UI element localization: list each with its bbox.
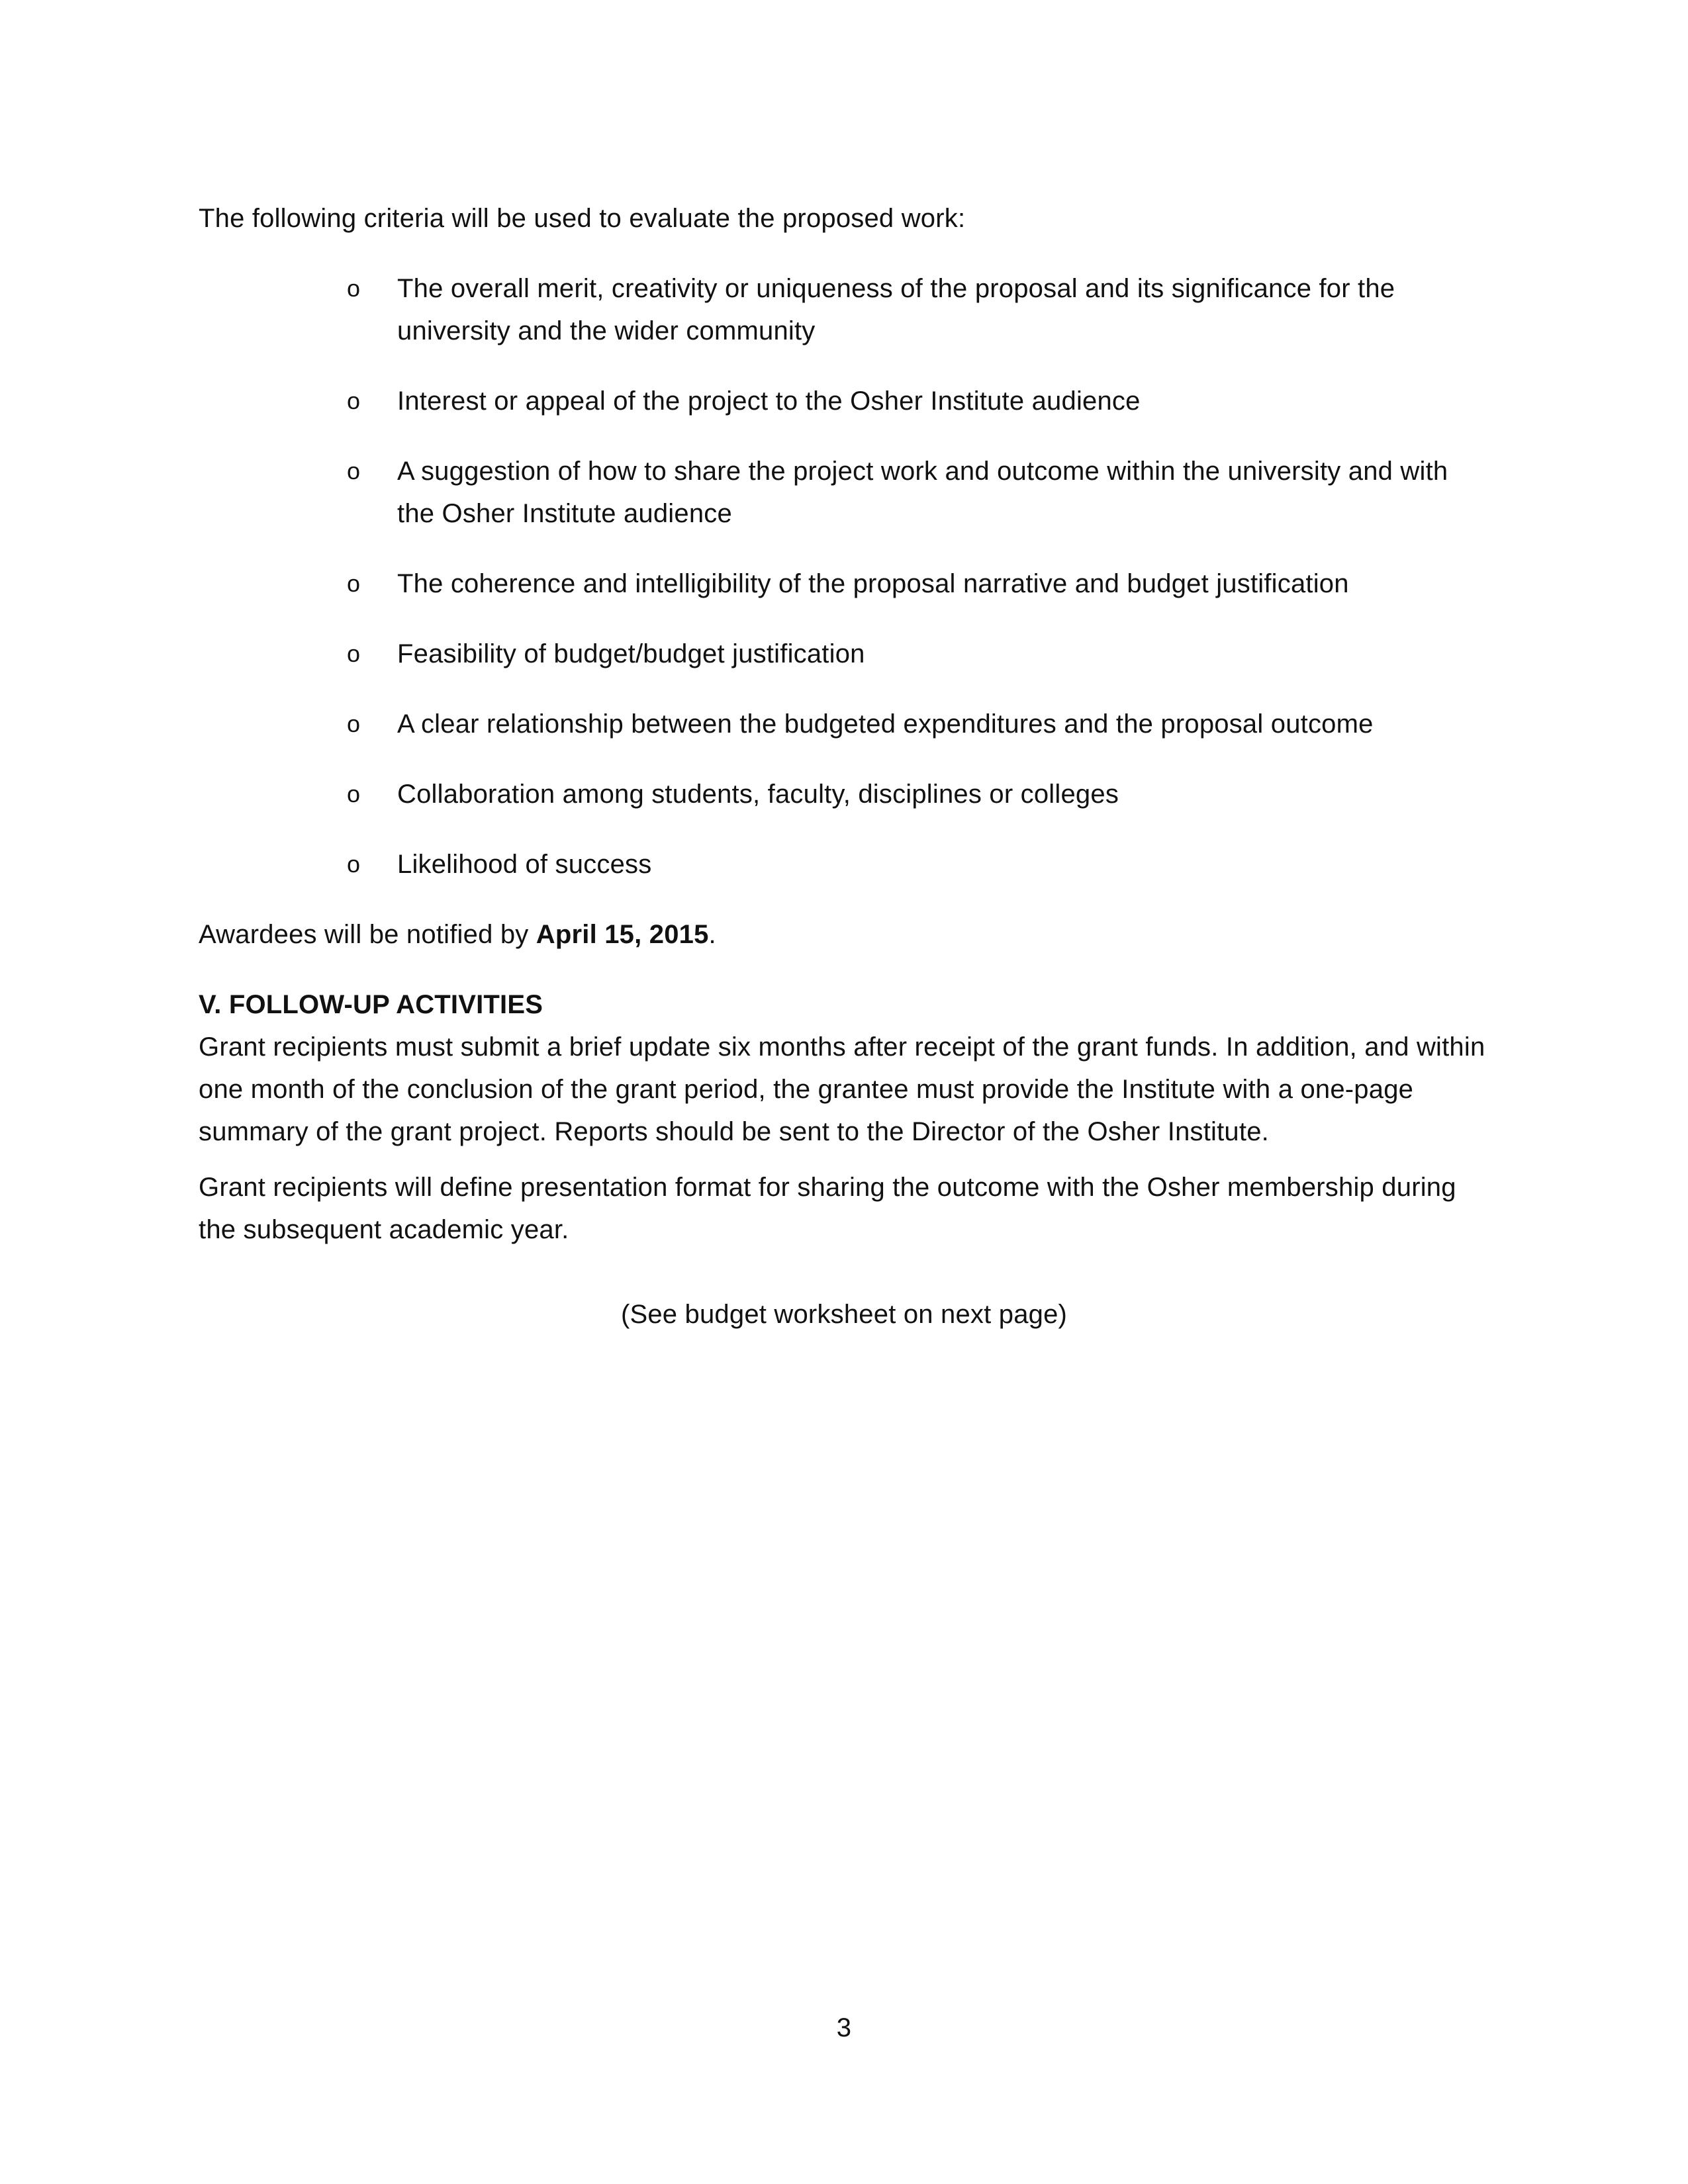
bullet-icon: o [347,275,361,302]
list-item [199,563,1489,605]
awardees-suffix: . [708,920,716,949]
criterion-text: A clear relationship between the budgeted expenditures and the proposal outcome [397,709,1374,739]
bullet-icon: o [347,387,361,414]
criterion-text: Interest or appeal of the project to the Osher Institute audience [397,387,1141,416]
bullet-icon: o [347,640,361,667]
awardees-prefix: Awardees will be notified by [199,920,536,949]
list-item [199,703,1489,745]
list-item [199,380,1489,422]
bullet-icon: o [347,457,361,484]
criterion-text: Feasibility of budget/budget justification [397,639,865,668]
see-budget-note: (See budget worksheet on next page) [620,1300,1068,1329]
criterion-text: A suggestion of how to share the project work and outcome within the university and with the Osher Institute audience [397,457,1448,528]
page-number: 3 [836,2013,852,2042]
list-item [199,633,1489,675]
section-heading: V. FOLLOW-UP ACTIVITIES [199,990,543,1019]
criterion-text: Collaboration among students, faculty, disciplines or colleges [397,780,1119,809]
bullet-icon: o [347,710,361,737]
criterion-text: Likelihood of success [397,850,652,879]
list-item [199,450,1489,535]
follow-up-paragraph: Grant recipients will define presentation format for sharing the outcome with the Osher membership during the subsequent academic year. [199,1173,1456,1244]
awardees-notice [199,913,1489,956]
criterion-text: The overall merit, creativity or uniqueness of the proposal and its significance for the university and the wider community [397,274,1395,345]
list-item [199,773,1489,815]
award-date: April 15, 2015 [536,920,709,949]
criteria-intro: The following criteria will be used to evaluate the proposed work: [199,204,966,233]
bullet-icon: o [347,850,361,878]
follow-up-paragraph: Grant recipients must submit a brief update six months after receipt of the grant funds. In addition, and within one month of the conclusion of the grant period, the grantee must provide the Institute with a one-page summary of the grant project. Reports should be sent to the Director of the Osher Institute. [199,1032,1485,1146]
criterion-text: The coherence and intelligibility of the proposal narrative and budget justification [397,569,1349,598]
list-item [199,843,1489,886]
list-item [199,267,1489,352]
bullet-icon: o [347,780,361,807]
criteria-list [199,267,1489,913]
bullet-icon: o [347,570,361,597]
